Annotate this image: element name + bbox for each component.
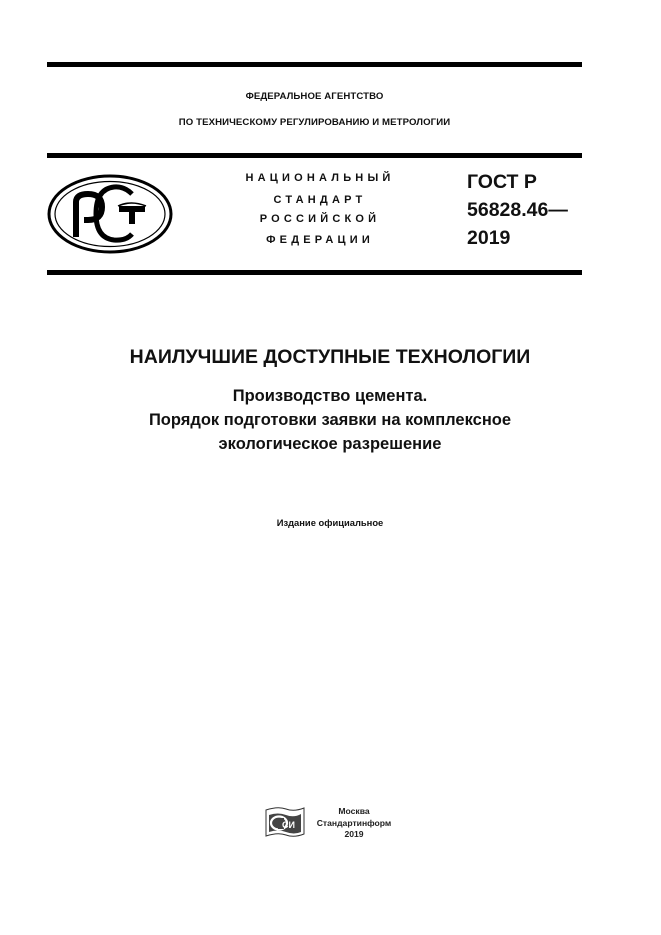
upper-divider-rule <box>47 153 582 158</box>
subtitle-line-3: экологическое разрешение <box>218 435 442 453</box>
rst-gost-emblem-icon <box>46 172 174 256</box>
document-title: НАИЛУЧШИЕ ДОСТУПНЫЕ ТЕХНОЛОГИИ <box>129 346 531 368</box>
subtitle-line-2: Порядок подготовки заявки на комплексное <box>148 411 512 429</box>
publisher-name: Стандартинформ <box>316 817 392 828</box>
lower-divider-rule <box>47 270 582 275</box>
standartinform-logo-icon <box>264 806 306 839</box>
publisher-year: 2019 <box>344 829 364 839</box>
edition-note: Издание официальное <box>276 517 384 528</box>
gost-designation-line-1: ГОСТ Р <box>467 171 537 193</box>
national-standard-line-3: РОССИЙСКОЙ <box>259 213 381 225</box>
national-standard-line-2: СТАНДАРТ <box>273 194 367 206</box>
agency-name-line2: ПО ТЕХНИЧЕСКОМУ РЕГУЛИРОВАНИЮ И МЕТРОЛОГИИ <box>178 117 451 128</box>
publisher-info <box>308 806 400 841</box>
svg-text:СИ: СИ <box>282 820 295 830</box>
agency-name-line1: ФЕДЕРАЛЬНОЕ АГЕНТСТВО <box>245 91 384 102</box>
gost-designation-line-2: 56828.46— <box>467 199 568 221</box>
publisher-city: Москва <box>338 806 370 816</box>
national-standard-line-1: НАЦИОНАЛЬНЫЙ <box>245 172 395 184</box>
national-standard-line-4: ФЕДЕРАЦИИ <box>266 234 374 246</box>
top-divider-rule <box>47 62 582 67</box>
gost-designation-line-3: 2019 <box>467 227 511 249</box>
subtitle-line-1: Производство цемента. <box>232 387 428 405</box>
document-subtitle <box>47 384 613 456</box>
